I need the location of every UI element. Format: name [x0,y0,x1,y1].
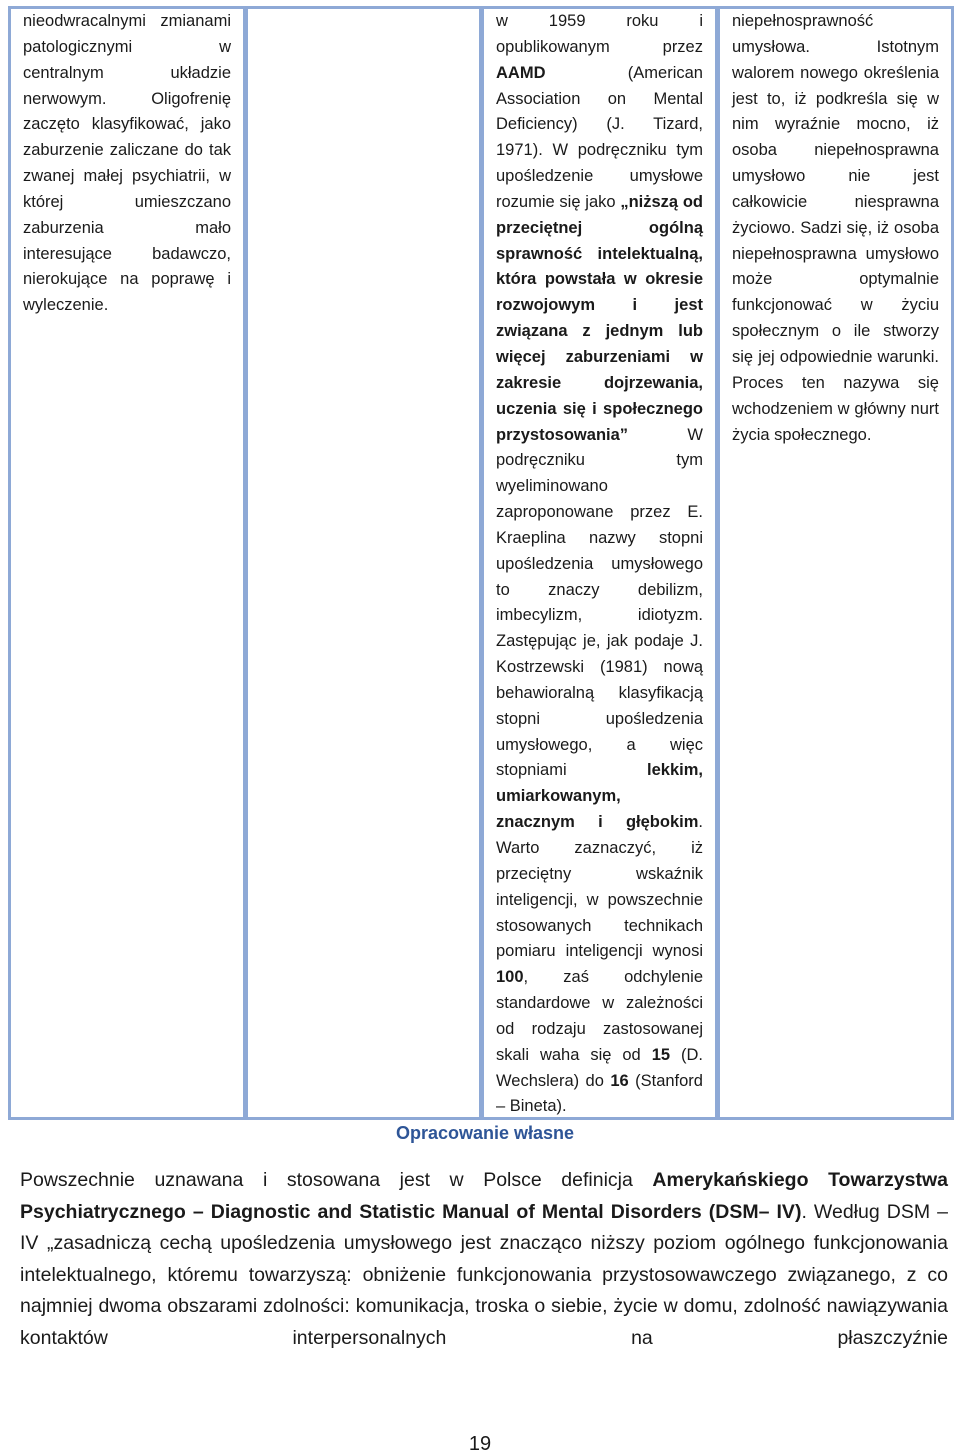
col3-span: (American Association on Mental Deficiency) (J. Tizard, 1971). W podręczniku tym upośledzenie umysłowe rozumie się jako [496,63,703,211]
col3-span: w 1959 roku i opublikowanym przez [496,12,703,56]
body-paragraph [20,1165,948,1355]
body-span: Powszechnie uznawana i stosowana jest w Polsce definicja [20,1169,653,1191]
col3-bold: „niższą od przeciętnej ogólną sprawność intelektualną, która powstała w okresie rozwojowym i jest związana z jednym lub więcej zaburzeniami w zakresie dojrzewania, uczenia się i społecznego przystosowania” [496,192,703,444]
col3-bold: AAMD [496,63,546,82]
col3-bold: 16 [610,1071,629,1090]
col1-text: nieodwracalnymi zmianami patologicznymi w centralnym układzie nerwowym. Oligofrenię zaczęto klasyfikować, jako zaburzenie zaliczane do tak zwanej małej psychiatrii, w której umieszczano zaburzenia mało interesujące badawczo, nierokujące na poprawę i wyleczenie. [23,12,231,315]
col3-bold: 100 [496,968,524,987]
col3-bold: lekkim, umiarkowanym, znacznym i głębokim [496,761,703,832]
body-span: . Według DSM – IV „zasadniczą cechą upośledzenia umysłowego jest znacząco niższy poziom ogólnego funkcjonowania intelektualnego, któremu towarzyszą: obniżenie funkcjonowania przystosowawczego związanego, z co najmniej dwoma obszarami zdolności: komunikacja, troska o siebie, życie w domu, zdolność nawiązywania kontaktów interpersonalnych na płaszczyźnie [20,1200,948,1349]
col3-span: (Stanford – Bineta). [496,1071,703,1116]
table-cell-col1 [11,9,248,1117]
body-bold: Amerykańskiego Towarzystwa Psychiatrycznego – Diagnostic and Statistic Manual of Mental Disorders (DSM– IV) [20,1169,948,1223]
page-number: 19 [468,1433,492,1455]
col4-text: niepełnosprawność umysłowa. Istotnym walorem nowego określenia jest to, iż podkreśla się w nim wyraźnie mocno, iż osoba niepełnosprawna umysłowo nie jest całkowicie niesprawna życiowo. Sadzi się, iż osoba niepełnosprawna umysłowo może optymalnie funkcjonować w życiu społecznym o ile stworzy się jej odpowiednie warunki. Proces ten nazywa się wchodzeniem w główny nurt życia społecznego. [732,12,939,444]
table-cell-col2 [248,9,484,1117]
comparison-table [8,6,954,1120]
table-cell-col3 [484,9,720,1117]
col3-bold: 15 [651,1045,671,1064]
table-caption: Opracowanie własne [396,1123,575,1143]
col3-span: , zaś odchylenie standardowe w zależności od rodzaju zastosowanej skali waha się od [496,968,703,1064]
table-cell-col4 [720,9,951,1117]
col3-span: W podręczniku tym wyeliminowano zaproponowane przez E. Kraeplina nazwy stopni upośledzenia umysłowego to znaczy debilizm, imbecylizm, idiotyzm. Zastępując je, jak podaje J. Kostrzewski (1981) nową behawioralną klasyfikacją stopni upośledzenia umysłowego, a więc stopniami [496,425,703,780]
col3-text [496,9,703,1117]
col3-span: (D. Wechslera) do [496,1045,703,1090]
col3-span: . Warto zaznaczyć, iż przeciętny wskaźnik inteligencji, w powszechnie stosowanych technikach pomiaru inteligencji wynosi [496,813,703,961]
